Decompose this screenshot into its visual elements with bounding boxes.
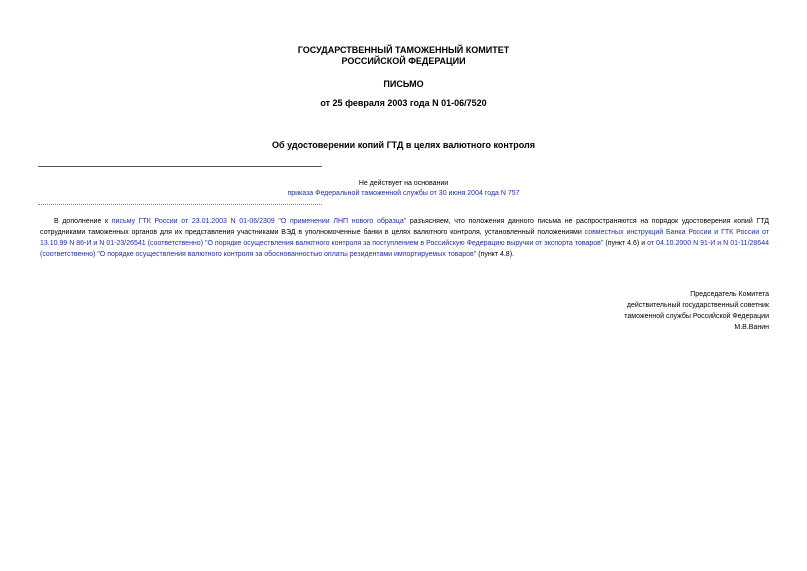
document-subject: Об удостоверении копий ГТД в целях валютного контроля xyxy=(272,140,535,150)
org-name-line1: ГОСУДАРСТВЕННЫЙ ТАМОЖЕННЫЙ КОМИТЕТ xyxy=(297,45,510,55)
signature-position: Председатель Комитета xyxy=(690,291,769,298)
document-type: ПИСЬМО xyxy=(383,79,424,89)
org-name-line2: РОССИЙСКОЙ ФЕДЕРАЦИИ xyxy=(341,56,466,66)
letter-body xyxy=(40,216,769,260)
cancellation-order-link[interactable]: приказа Федеральной таможенной службы от 30 июня 2004 года N 757 xyxy=(287,190,520,197)
separator-top xyxy=(38,166,322,167)
status-text: Не действует на основании xyxy=(358,180,449,187)
signature-block xyxy=(624,289,769,333)
signature-service: таможенной службы Российской Федерации xyxy=(624,313,769,320)
separator-bottom xyxy=(38,204,322,205)
signature-rank: действительный государственный советник xyxy=(626,302,769,309)
second-instruction-link[interactable]: от 04.10.2000 N 91-И и N 01-11/28644 (соответственно) "О порядке осуществления валютного контроля за обоснованностью оплаты резидентами импортируемых товаров" xyxy=(40,240,769,258)
body-text-1: В дополнение к xyxy=(54,218,112,225)
status-link-row xyxy=(0,188,807,199)
signature-name: М.В.Ванин xyxy=(734,324,769,331)
joint-instructions-link[interactable]: совместных инструкций Банка России и ГТК России от 13.10.99 N 86-И и N 01-23/26541 (соответственно) "О порядке осуществления валютного контроля за поступлением в Российскую Федерацию выручки от экспорта товаров" xyxy=(40,229,769,247)
body-text-3: (пункт 4.6) и xyxy=(603,240,648,247)
document-date-number: от 25 февраля 2003 года N 01-06/7520 xyxy=(320,98,487,108)
ref-letter-link[interactable]: письму ГТК России от 23.01.2003 N 01-06/2309 "О применении ЛНП нового образца" xyxy=(111,218,407,225)
body-text-4: (пункт 4.8). xyxy=(476,251,514,258)
body-text-2: разъясняем, что положения данного письма не распространяются на порядок удостоверения копий ГТД сотрудниками таможенных органов для их представления участниками ВЭД в уполномоченные банки в целях валютного контроля, установленный положениями xyxy=(40,218,769,236)
